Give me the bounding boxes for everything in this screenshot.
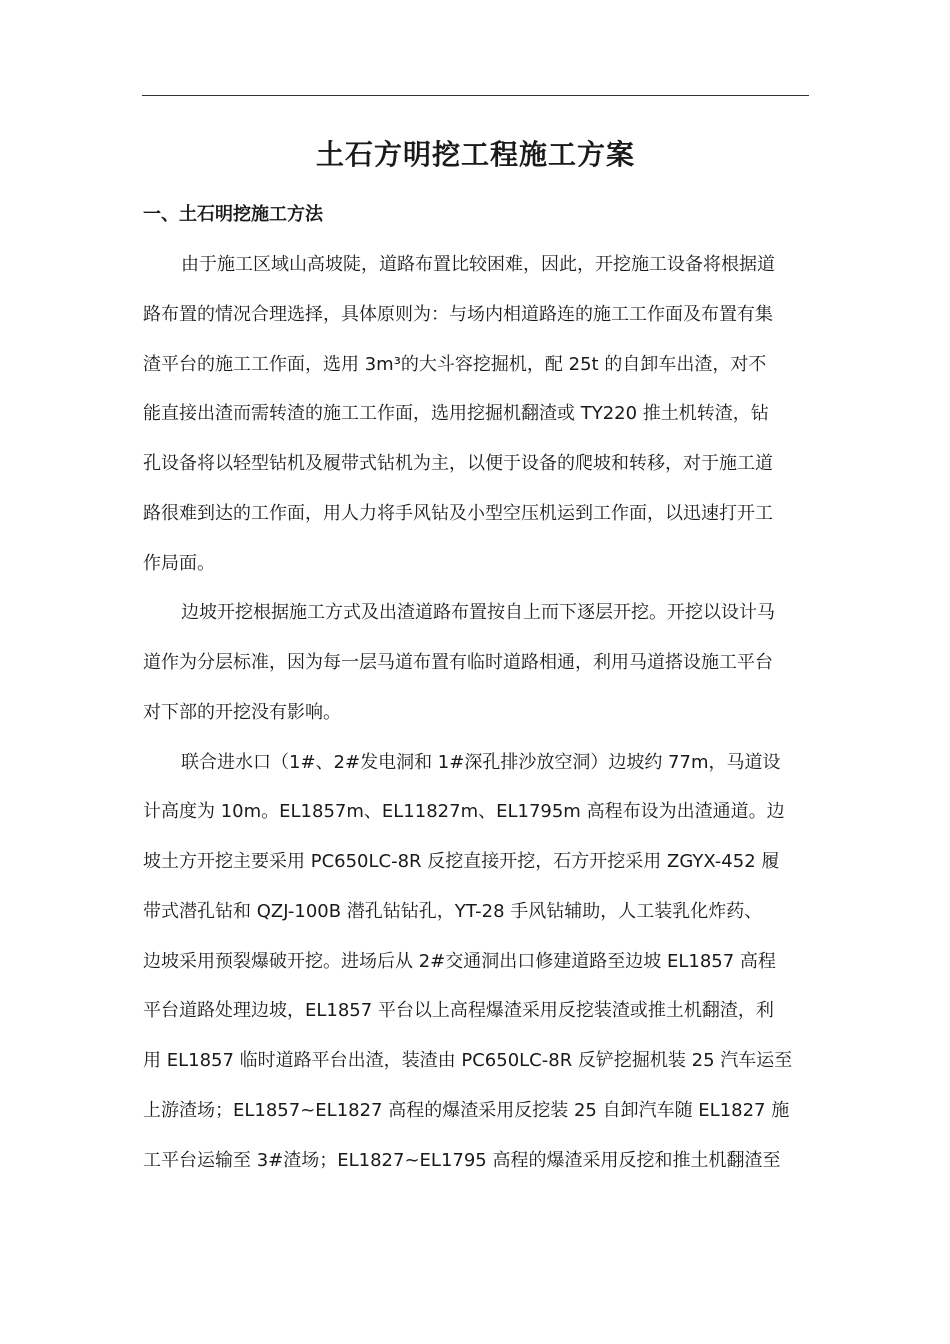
paragraph-line: 路布置的情况合理选择，具体原则为：与场内相道路连的施工工作面及布置有集: [143, 303, 773, 325]
paragraph-line: 边坡开挖根据施工方式及出渣道路布置按自上而下逐层开挖。开挖以设计马: [181, 602, 775, 624]
paragraph-line: 孔设备将以轻型钻机及履带式钻机为主，以便于设备的爬坡和转移，对于施工道: [143, 453, 773, 474]
paragraph-2: [143, 594, 809, 743]
paragraph-line: 平台道路处理边坡，EL1857 平台以上高程爆渣采用反挖装渣或推土机翻渣，利: [143, 1000, 774, 1022]
paragraph-line: 能直接出渣而需转渣的施工工作面，选用挖掘机翻渣或 TY220 推土机转渣，钻: [143, 403, 769, 425]
section-heading: 一、土石明挖施工方法: [143, 204, 323, 225]
document-title: 土石方明挖工程施工方案: [315, 138, 635, 171]
paragraph-line: 由于施工区域山高坡陡，道路布置比较困难，因此，开挖施工设备将根据道: [181, 254, 775, 275]
paragraph-line: 作局面。: [143, 552, 215, 574]
paragraph-1: [143, 246, 809, 594]
paragraph-line: 路很难到达的工作面，用人力将手风钻及小型空压机运到工作面，以迅速打开工: [143, 502, 773, 524]
paragraph-line: 用 EL1857 临时道路平台出渣，装渣由 PC650LC-8R 反铲挖掘机装 25 汽车运至: [143, 1050, 793, 1071]
paragraph-3: [143, 744, 809, 1192]
paragraph-line: 上游渣场；EL1857~EL1827 高程的爆渣采用反挖装 25 自卸汽车随 EL1827 施: [143, 1099, 790, 1121]
paragraph-line: 坡土方开挖主要采用 PC650LC-8R 反挖直接开挖，石方开挖采用 ZGYX-452 履: [143, 851, 780, 872]
header-rule: [142, 95, 809, 96]
paragraph-line: 联合进水口（1#、2#发电洞和 1#深孔排沙放空洞）边坡约 77m，马道设: [181, 751, 781, 773]
paragraph-line: 边坡采用预裂爆破开挖。进场后从 2#交通洞出口修建道路至边坡 EL1857 高程: [143, 950, 776, 972]
paragraph-line: 道作为分层标准，因为每一层马道布置有临时道路相通，利用马道搭设施工平台: [143, 652, 773, 673]
paragraph-line: 计高度为 10m。EL1857m、EL11827m、EL1795m 高程布设为出渣通道。边: [143, 801, 785, 823]
paragraph-line: 带式潜孔钻和 QZJ-100B 潜孔钻钻孔，YT-28 手风钻辅助，人工装乳化炸药、: [143, 900, 763, 922]
paragraph-line: 工平台运输至 3#渣场；EL1827~EL1795 高程的爆渣采用反挖和推土机翻渣至: [143, 1149, 781, 1171]
paragraph-line: 渣平台的施工工作面，选用 3m³的大斗容挖掘机，配 25t 的自卸车出渣，对不: [143, 353, 767, 375]
body-text: [143, 246, 809, 1191]
paragraph-line: 对下部的开挖没有影响。: [143, 701, 341, 723]
